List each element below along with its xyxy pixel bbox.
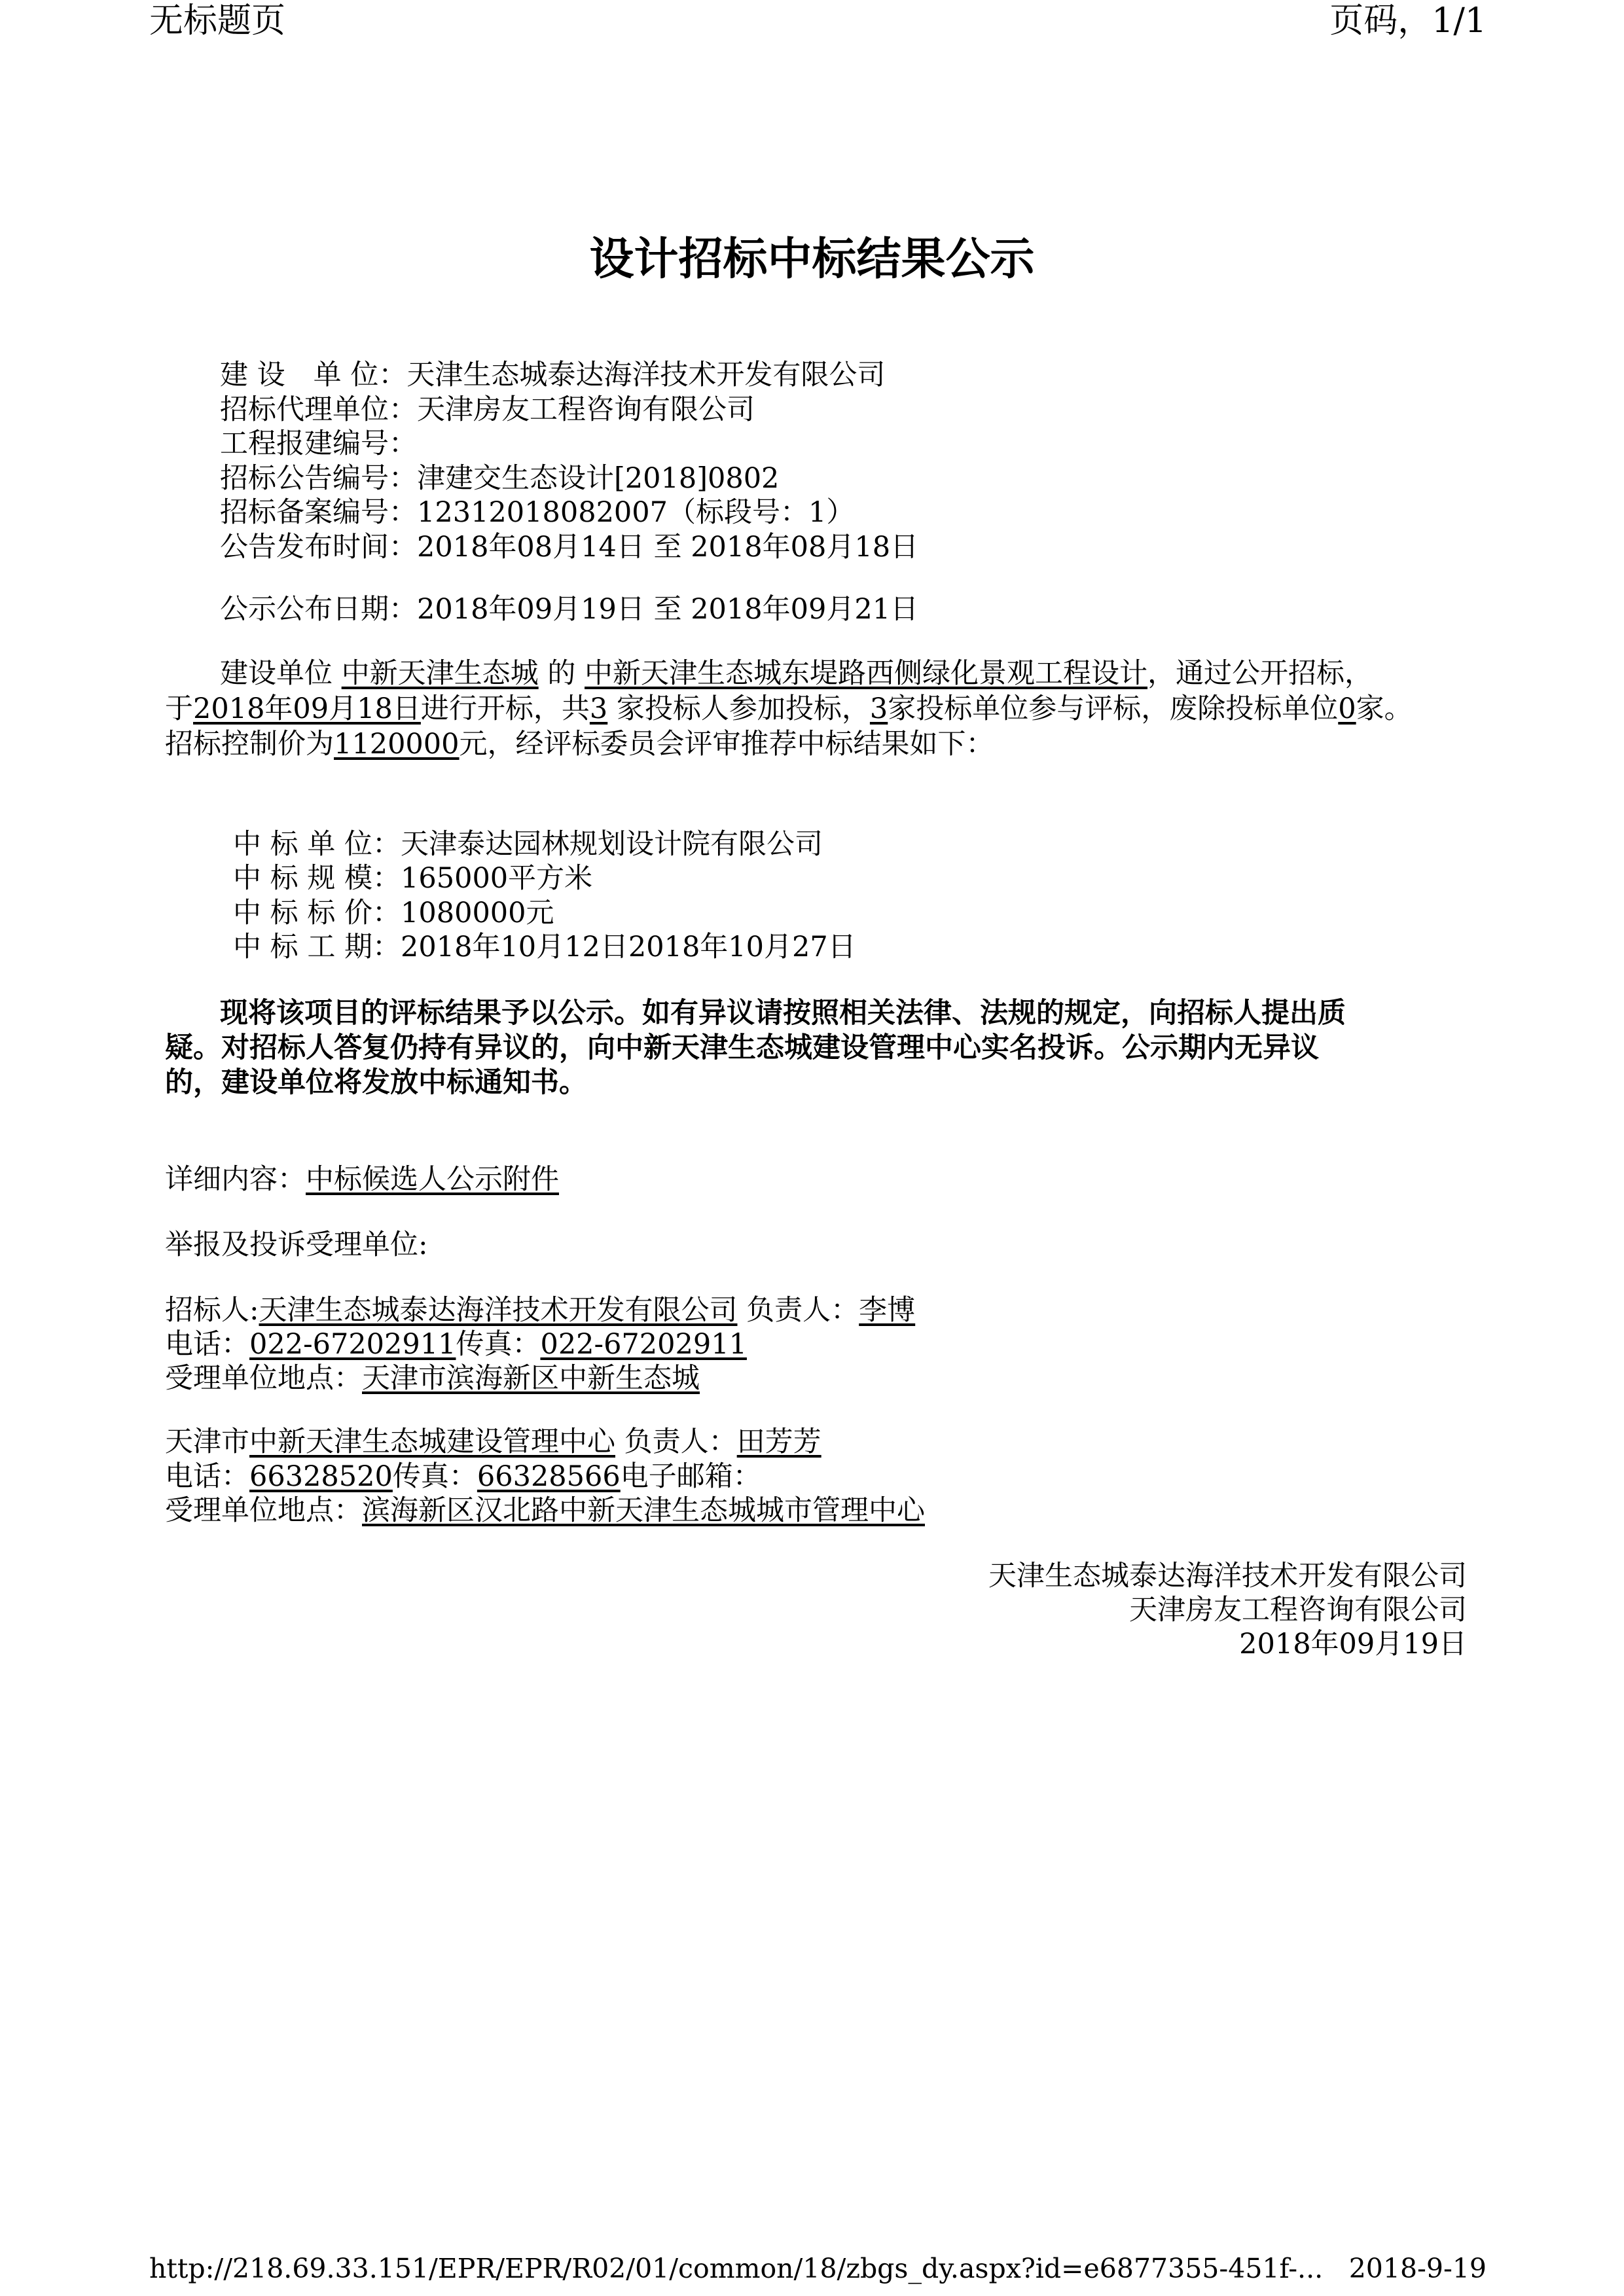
- removed-count: 0: [1338, 692, 1356, 725]
- body-text: 家投标人参加投标，: [607, 692, 870, 725]
- admin-fax-label: 传真：: [392, 1460, 477, 1493]
- admin-tel-label: 电话：: [165, 1460, 249, 1493]
- tenderer-contact-row: [165, 1327, 747, 1361]
- project-name-link[interactable]: 中新天津生态城东堤路西侧绿化景观工程设计: [585, 657, 1148, 690]
- footer-url: http://218.69.33.151/EPR/EPR/R02/01/common/18/zbgs_dy.aspx?id=e6877355-451f-...: [149, 2253, 1324, 2284]
- notice-line-1: 现将该项目的评标结果予以公示。如有异议请按照相关法律、法规的规定，向招标人提出质: [220, 997, 1346, 1030]
- record-no-label: 招标备案编号：: [220, 496, 417, 529]
- tenderer-fax: 022-67202911: [540, 1328, 747, 1361]
- tenderer-tel: 022-67202911: [249, 1328, 456, 1361]
- signature-org-1: 天津生态城泰达海洋技术开发有限公司: [988, 1560, 1467, 1592]
- admin-row: [165, 1425, 821, 1459]
- tenderer-addr: 天津市滨海新区中新生态城: [362, 1362, 700, 1395]
- project-no-row: [220, 427, 417, 461]
- body-line-3: [165, 727, 994, 762]
- period-row: [233, 930, 856, 964]
- admin-email-label: 电子邮箱：: [620, 1460, 761, 1493]
- body-text: 家投标单位参与评标，废除投标单位: [888, 692, 1339, 725]
- record-no-value: 12312018082007（标段号：1）: [417, 496, 855, 529]
- body-text: 进行开标，共: [420, 692, 590, 725]
- winner-row: [233, 827, 823, 861]
- admin-resp-label: 负责人：: [615, 1426, 737, 1458]
- tenderer-addr-row: [165, 1361, 700, 1395]
- admin-addr-label: 受理单位地点：: [165, 1494, 362, 1527]
- admin-addr-row: [165, 1494, 925, 1528]
- open-date: 2018年09月18日: [193, 692, 421, 725]
- body-text: 元，经评标委员会评审推荐中标结果如下：: [459, 728, 994, 761]
- builder-label: 建 设 单 位：: [220, 359, 407, 391]
- price-row: [233, 896, 554, 930]
- footer-date: 2018-9-19: [1348, 2253, 1487, 2284]
- body-text: 家。: [1356, 692, 1413, 725]
- notice-no-row: [220, 461, 779, 495]
- body-text: 的: [538, 657, 585, 690]
- builder-value: 天津生态城泰达海洋技术开发有限公司: [406, 359, 886, 391]
- scale-label: 中 标 规 模：: [233, 862, 401, 895]
- agent-row: [220, 393, 755, 427]
- bidder-count: 3: [589, 692, 608, 725]
- notice-no-value: 津建交生态设计[2018]0802: [417, 462, 780, 495]
- tenderer-fax-label: 传真：: [456, 1328, 541, 1361]
- body-text: 建设单位: [220, 657, 342, 690]
- notice-line-3: 的，建设单位将发放中标通知书。: [165, 1066, 587, 1099]
- detail-label: 详细内容：: [165, 1163, 306, 1196]
- admin-name-link[interactable]: 中新天津生态城建设管理中心: [249, 1426, 615, 1458]
- tenderer-label: 招标人:: [165, 1294, 259, 1327]
- tenderer-resp-label: 负责人：: [737, 1294, 859, 1327]
- page-header-title: 无标题页: [149, 1, 286, 41]
- control-price: 1120000: [334, 728, 460, 761]
- period-value: 2018年10月12日2018年10月27日: [401, 931, 856, 963]
- winner-label: 中 标 单 位：: [233, 828, 401, 861]
- publish-time-label: 公告发布时间：: [220, 531, 417, 564]
- tenderer-row: [165, 1293, 915, 1327]
- publish-time-value: 2018年08月14日 至 2018年08月18日: [417, 531, 919, 564]
- project-no-label: 工程报建编号：: [220, 427, 417, 460]
- tenderer-addr-label: 受理单位地点：: [165, 1362, 362, 1395]
- record-no-row: [220, 495, 854, 529]
- signature-date: 2018年09月19日: [1239, 1628, 1467, 1660]
- agent-label: 招标代理单位：: [220, 393, 417, 426]
- complaint-title: 举报及投诉受理单位:: [165, 1229, 428, 1261]
- publish-time-row: [220, 530, 918, 564]
- signature-org-2: 天津房友工程咨询有限公司: [1129, 1594, 1467, 1626]
- scale-row: [233, 861, 592, 895]
- admin-contact-row: [165, 1460, 761, 1494]
- evaluated-count: 3: [869, 692, 888, 725]
- admin-addr: 滨海新区汉北路中新天津生态城城市管理中心: [362, 1494, 925, 1527]
- builder-unit-link[interactable]: 中新天津生态城: [341, 657, 539, 690]
- page-title: 设计招标中标结果公示: [589, 234, 1035, 285]
- body-text: ，通过公开招标，: [1147, 657, 1373, 690]
- public-date-row: [220, 592, 918, 626]
- tenderer-resp: 李博: [859, 1294, 916, 1327]
- page-number: 页码，1/1: [1329, 1, 1487, 41]
- body-line-1: [220, 656, 1373, 691]
- period-label: 中 标 工 期：: [233, 931, 401, 963]
- body-line-2: [165, 692, 1413, 726]
- attachment-link[interactable]: 中标候选人公示附件: [306, 1163, 559, 1196]
- notice-line-2: 疑。对招标人答复仍持有异议的，向中新天津生态城建设管理中心实名投诉。公示期内无异议: [165, 1031, 1319, 1064]
- body-text: 招标控制价为: [165, 728, 334, 761]
- builder-row: [220, 358, 885, 392]
- tenderer-tel-label: 电话：: [165, 1328, 249, 1361]
- admin-resp: 田芳芳: [736, 1426, 821, 1458]
- detail-row: [165, 1162, 559, 1196]
- scale-value: 165000平方米: [401, 862, 593, 895]
- price-label: 中 标 标 价：: [233, 897, 401, 929]
- notice-no-label: 招标公告编号：: [220, 462, 417, 495]
- admin-prefix: 天津市: [165, 1426, 249, 1458]
- admin-fax: 66328566: [477, 1460, 621, 1493]
- body-text: 于: [165, 692, 193, 725]
- agent-value: 天津房友工程咨询有限公司: [417, 393, 755, 426]
- admin-tel: 66328520: [249, 1460, 393, 1493]
- public-date-value: 2018年09月19日 至 2018年09月21日: [417, 593, 919, 626]
- public-date-label: 公示公布日期：: [220, 593, 417, 626]
- price-value: 1080000元: [401, 897, 554, 929]
- tenderer-name-link[interactable]: 天津生态城泰达海洋技术开发有限公司: [259, 1294, 738, 1327]
- winner-value: 天津泰达园林规划设计院有限公司: [401, 828, 823, 861]
